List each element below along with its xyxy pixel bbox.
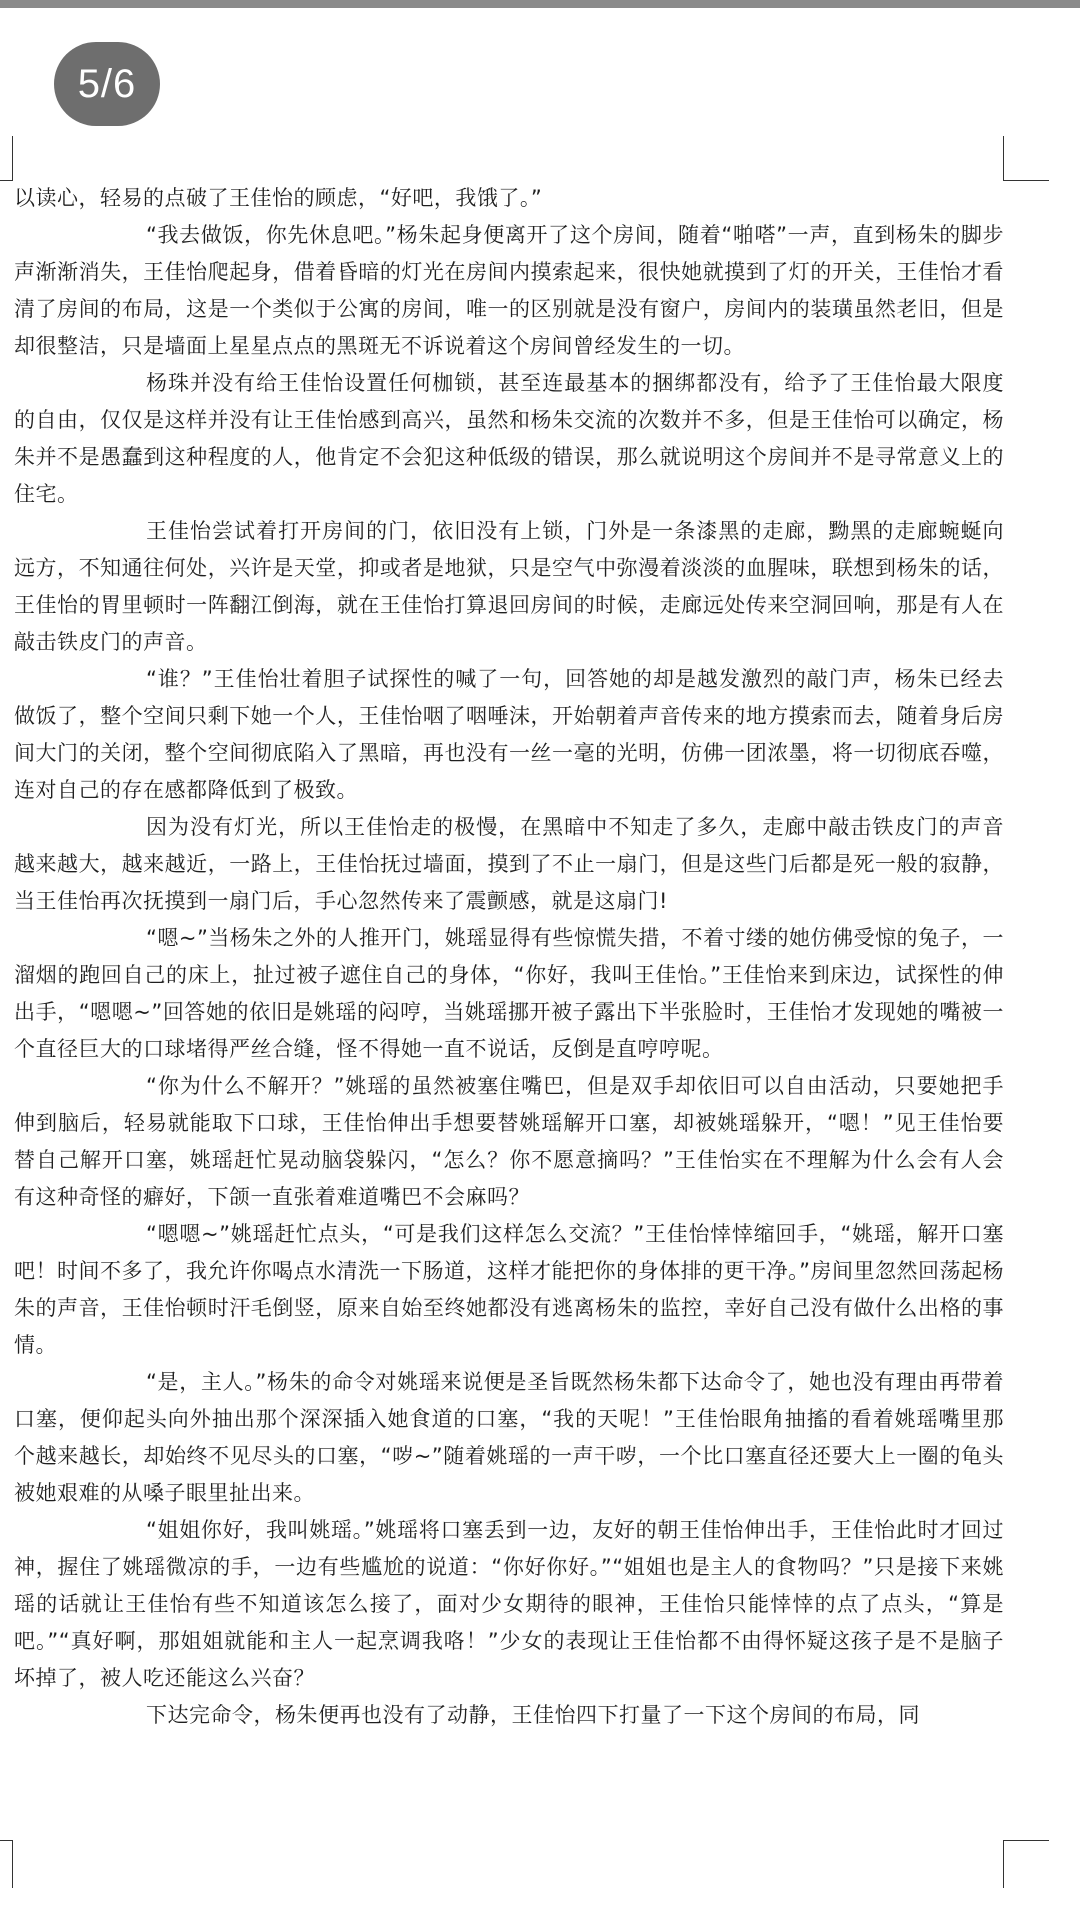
crop-mark-top-right-h (1003, 180, 1049, 181)
crop-mark-top-left (12, 136, 13, 180)
paragraph: “嗯~”当杨朱之外的人推开门，姚瑶显得有些惊慌失措，不着寸缕的她仿佛受惊的兔子，一溜烟的跑回自己的床上，扯过被子遮住自己的身体，“你好，我叫王佳怡。”王佳怡来到床边，试探性的伸出手，“嗯嗯~”回答她的依旧是姚瑶的闷哼，当姚瑶挪开被子露出下半张脸时，王佳怡才发现她的嘴被一个直径巨大的口球堵得严丝合缝，怪不得她一直不说话，反倒是直哼哼呢。 (14, 926, 1004, 1061)
paragraph: 王佳怡尝试着打开房间的门，依旧没有上锁，门外是一条漆黑的走廊，黝黑的走廊蜿蜒向远方，不知通往何处，兴许是天堂，抑或者是地狱，只是空气中弥漫着淡淡的血腥味，联想到杨朱的话，王佳怡的胃里顿时一阵翻江倒海，就在王佳怡打算退回房间的时候，走廊远处传来空洞回响，那是有人在敲击铁皮门的声音。 (14, 519, 1004, 654)
crop-mark-bottom-left (12, 1840, 13, 1888)
paragraph: “我去做饭，你先休息吧。”杨朱起身便离开了这个房间，随着“啪嗒”一声，直到杨朱的脚步声渐渐消失，王佳怡爬起身，借着昏暗的灯光在房间内摸索起来，很快她就摸到了灯的开关，王佳怡才看清了房间的布局，这是一个类似于公寓的房间，唯一的区别就是没有窗户，房间内的装璜虽然老旧，但是却很整洁，只是墙面上星星点点的黑斑无不诉说着这个房间曾经发生的一切。 (14, 223, 1004, 358)
paragraph: 杨珠并没有给王佳怡设置任何枷锁，甚至连最基本的捆绑都没有，给予了王佳怡最大限度的自由，仅仅是这样并没有让王佳怡感到高兴，虽然和杨朱交流的次数并不多，但是王佳怡可以确定，杨朱并不是愚蠢到这种程度的人，他肯定不会犯这种低级的错误，那么就说明这个房间并不是寻常意义上的住宅。 (14, 371, 1004, 506)
crop-mark-bottom-left-h (0, 1840, 13, 1841)
top-status-bar (0, 0, 1080, 8)
paragraph: “谁？”王佳怡壮着胆子试探性的喊了一句，回答她的却是越发激烈的敲门声，杨朱已经去做饭了，整个空间只剩下她一个人，王佳怡咽了咽唾沫，开始朝着声音传来的地方摸索而去，随着身后房间大门的关闭，整个空间彻底陷入了黑暗，再也没有一丝一毫的光明，仿佛一团浓墨，将一切彻底吞噬，连对自己的存在感都降低到了极致。 (14, 667, 1004, 802)
paragraph: 以读心，轻易的点破了王佳怡的顾虑，“好吧，我饿了。” (14, 186, 543, 210)
page-indicator-badge: 5/6 (54, 42, 160, 126)
paragraph: “是，主人。”杨朱的命令对姚瑶来说便是圣旨既然杨朱都下达命令了，她也没有理由再带着口塞，便仰起头向外抽出那个深深插入她食道的口塞，“我的天呢！”王佳怡眼角抽搐的看着姚瑶嘴里那个越来越长，却始终不见尽头的口塞，“哕~”随着姚瑶的一声干哕，一个比口塞直径还要大上一圈的龟头被她艰难的从嗓子眼里扯出来。 (14, 1370, 1004, 1505)
paragraph: 因为没有灯光，所以王佳怡走的极慢，在黑暗中不知走了多久，走廊中敲击铁皮门的声音越来越大，越来越近，一路上，王佳怡抚过墙面，摸到了不止一扇门，但是这些门后都是死一般的寂静，当王佳怡再次抚摸到一扇门后，手心忽然传来了震颤感，就是这扇门! (14, 815, 1004, 913)
document-body (14, 180, 1004, 1734)
crop-mark-top-right (1003, 136, 1004, 180)
paragraph: “嗯嗯~”姚瑶赶忙点头，“可是我们这样怎么交流？”王佳怡悻悻缩回手，“姚瑶，解开口塞吧！时间不多了，我允许你喝点水清洗一下肠道，这样才能把你的身体排的更干净。”房间里忽然回荡起杨朱的声音，王佳怡顿时汗毛倒竖，原来自始至终她都没有逃离杨朱的监控，幸好自己没有做什么出格的事情。 (14, 1222, 1004, 1357)
paragraph: 下达完命令，杨朱便再也没有了动静，王佳怡四下打量了一下这个房间的布局，同 (146, 1703, 920, 1727)
paragraph: “你为什么不解开？”姚瑶的虽然被塞住嘴巴，但是双手却依旧可以自由活动，只要她把手伸到脑后，轻易就能取下口球，王佳怡伸出手想要替姚瑶解开口塞，却被姚瑶躲开，“嗯！”见王佳怡要替自己解开口塞，姚瑶赶忙晃动脑袋躲闪，“怎么？你不愿意摘吗？”王佳怡实在不理解为什么会有人会有这种奇怪的癖好，下颌一直张着难道嘴巴不会麻吗？ (14, 1074, 1004, 1209)
crop-mark-bottom-right (1003, 1840, 1004, 1888)
crop-mark-bottom-right-h (1003, 1840, 1049, 1841)
crop-mark-top-left-h (0, 180, 13, 181)
paragraph: “姐姐你好，我叫姚瑶。”姚瑶将口塞丢到一边，友好的朝王佳怡伸出手，王佳怡此时才回过神，握住了姚瑶微凉的手，一边有些尴尬的说道：“你好你好。”“姐姐也是主人的食物吗？”只是接下来姚瑶的话就让王佳怡有些不知道该怎么接了，面对少女期待的眼神，王佳怡只能悻悻的点了点头，“算是吧。”“真好啊，那姐姐就能和主人一起烹调我咯！”少女的表现让王佳怡都不由得怀疑这孩子是不是脑子坏掉了，被人吃还能这么兴奋？ (14, 1518, 1004, 1690)
